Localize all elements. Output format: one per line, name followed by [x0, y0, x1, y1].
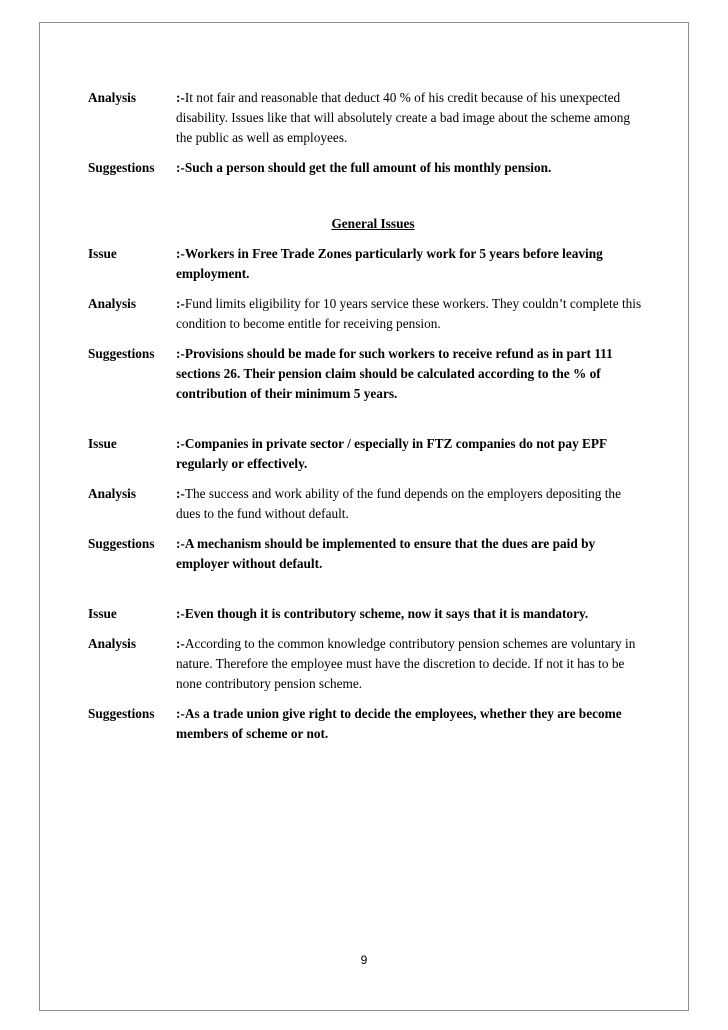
entry-prefix: :-	[176, 486, 185, 501]
entry-issue	[88, 434, 648, 474]
section-heading: General Issues	[331, 216, 415, 231]
entry-text	[176, 534, 648, 574]
entry-label: Issue	[88, 246, 117, 261]
entry-body: As a trade union give right to decide the employees, whether they are become members of scheme or not.	[176, 706, 622, 741]
entry-prefix: :-	[176, 636, 185, 651]
entry-body: Fund limits eligibility for 10 years service these workers. They couldn’t complete this condition to become entitle for receiving pension.	[176, 296, 642, 331]
entry-text	[176, 294, 648, 334]
entry-body: Provisions should be made for such workers to receive refund as in part 111 sections 26. Their pension claim should be calculated according to the % of contribution of their minimum 5 years.	[176, 346, 613, 401]
entry-text	[176, 434, 648, 474]
entry-prefix: :-	[176, 160, 185, 175]
entry-analysis	[88, 634, 648, 694]
entry-body: Workers in Free Trade Zones particularly work for 5 years before leaving employment.	[176, 246, 603, 281]
entry-body: Such a person should get the full amount of his monthly pension.	[184, 160, 552, 175]
entry-text	[176, 604, 648, 624]
entry-prefix: :-	[176, 436, 185, 451]
spacer	[88, 414, 648, 434]
entry-label: Issue	[88, 436, 117, 451]
entry-label: Suggestions	[88, 160, 155, 175]
entry-suggestions	[88, 158, 648, 178]
entry-issue	[88, 244, 648, 284]
entry-analysis	[88, 484, 648, 524]
entry-body: Companies in private sector / especially in FTZ companies do not pay EPF regularly or effectively.	[176, 436, 607, 471]
entry-suggestions	[88, 704, 648, 744]
entry-prefix: :-	[176, 536, 185, 551]
entry-body: The success and work ability of the fund depends on the employers depositing the dues to the fund without default.	[176, 486, 621, 521]
entry-body: It not fair and reasonable that deduct 40 % of his credit because of his unexpected disability. Issues like that will absolutely create a bad image about the scheme among the public as well as employees.	[176, 90, 631, 145]
entry-label: Suggestions	[88, 706, 155, 721]
spacer	[88, 188, 648, 214]
entry-label: Analysis	[88, 296, 137, 311]
entry-prefix: :-	[176, 296, 185, 311]
entry-body: Even though it is contributory scheme, now it says that it is mandatory.	[184, 606, 589, 621]
entry-analysis	[88, 294, 648, 334]
entry-body: A mechanism should be implemented to ensure that the dues are paid by employer without default.	[176, 536, 596, 571]
entry-text	[176, 244, 648, 284]
entry-analysis	[88, 88, 648, 148]
entry-suggestions	[88, 344, 648, 404]
entry-text	[176, 484, 648, 524]
entry-text	[176, 158, 648, 178]
entry-label: Suggestions	[88, 536, 155, 551]
entry-issue	[88, 604, 648, 624]
entry-label: Analysis	[88, 90, 137, 105]
entry-label: Issue	[88, 606, 117, 621]
entry-suggestions	[88, 534, 648, 574]
entry-prefix: :-	[176, 606, 185, 621]
page-number: 9	[360, 953, 368, 967]
entry-prefix: :-	[176, 346, 185, 361]
entry-body: According to the common knowledge contributory pension schemes are voluntary in nature. Therefore the employee must have the discretion to decide. If not it has to be none contributory pension scheme.	[176, 636, 636, 691]
entry-text	[176, 634, 648, 694]
entry-prefix: :-	[176, 90, 185, 105]
entry-label: Suggestions	[88, 346, 155, 361]
entry-text	[176, 344, 648, 404]
spacer	[88, 584, 648, 604]
entry-label: Analysis	[88, 486, 137, 501]
entry-label: Analysis	[88, 636, 137, 651]
entry-prefix: :-	[176, 246, 185, 261]
entry-prefix: :-	[176, 706, 185, 721]
entry-text	[176, 88, 648, 148]
entry-text	[176, 704, 648, 744]
document-content	[88, 88, 648, 754]
